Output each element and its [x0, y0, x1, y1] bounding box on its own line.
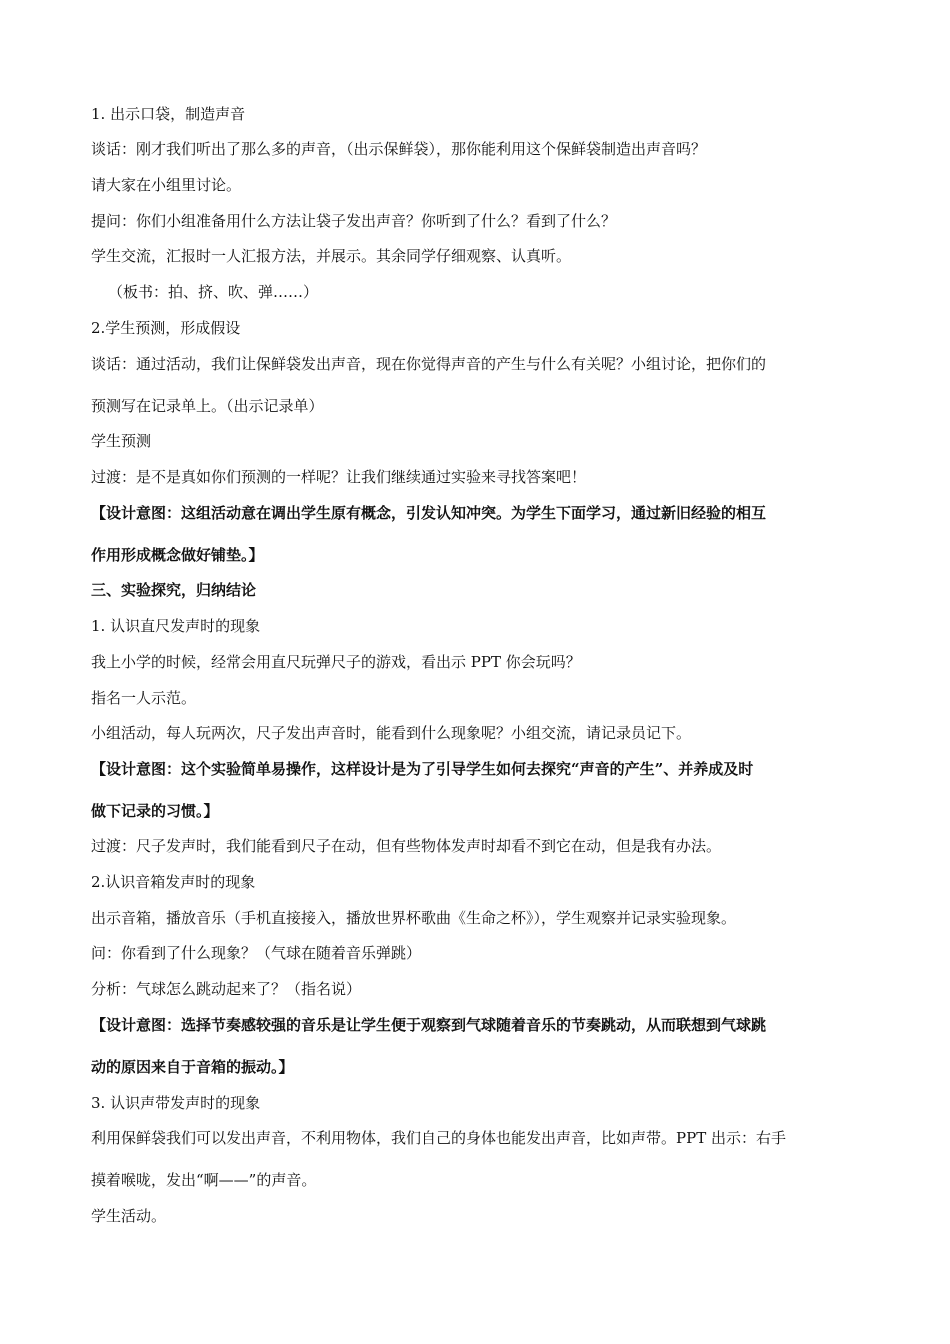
paragraph-group-activity: 小组活动，每人玩两次，尺子发出声音时，能看到什么现象呢？小组交流，请记录员记下。	[91, 724, 692, 742]
heading-ruler-phenomenon: 1. 认识直尺发声时的现象	[91, 617, 261, 635]
heading-show-bag: 1. 出示口袋，制造声音	[91, 105, 246, 123]
paragraph-blackboard-note: （板书：拍、挤、吹、弹……）	[108, 283, 319, 301]
design-intent-3-line-2: 动的原因来自于音箱的振动。】	[91, 1058, 294, 1076]
design-intent-1-line-1: 【设计意图：这组活动意在调出学生原有概念，引发认知冲突。为学生下面学习，通过新旧经验的相互	[91, 504, 767, 522]
section-heading-experiment: 三、实验探究，归纳结论	[91, 581, 257, 599]
heading-predict-hypothesis: 2.学生预测，形成假设	[91, 319, 241, 337]
paragraph-play-music: 出示音箱，播放音乐（手机直接接入，播放世界杯歌曲《生命之杯》），学生观察并记录实验现象。	[91, 909, 737, 927]
paragraph-transition-2: 过渡：尺子发声时，我们能看到尺子在动，但有些物体发声时却看不到它在动，但是我有办法。	[91, 837, 722, 855]
paragraph-vocal-cord-1: 利用保鲜袋我们可以发出声音，不利用物体，我们自己的身体也能发出声音，比如声带。PPT 出示：右手	[91, 1129, 786, 1147]
design-intent-2-line-1: 【设计意图：这个实验简单易操作，这样设计是为了引导学生如何去探究“声音的产生”、并养成及时	[91, 760, 754, 778]
paragraph-talk-prediction-2: 预测写在记录单上。（出示记录单）	[91, 397, 324, 415]
design-intent-1-line-2: 作用形成概念做好铺垫。】	[91, 546, 264, 564]
paragraph-talk-bag: 谈话：刚才我们听出了那么多的声音，（出示保鲜袋），那你能利用这个保鲜袋制造出声音吗？	[91, 140, 707, 158]
paragraph-demo: 指名一人示范。	[91, 689, 197, 707]
design-intent-3-line-1: 【设计意图：选择节奏感较强的音乐是让学生便于观察到气球随着音乐的节奏跳动，从而联想到气球跳	[91, 1016, 767, 1034]
paragraph-talk-prediction-1: 谈话：通过活动，我们让保鲜袋发出声音，现在你觉得声音的产生与什么有关呢？小组讨论，把你们的	[91, 355, 767, 373]
paragraph-student-activity: 学生活动。	[91, 1207, 167, 1225]
design-intent-2-line-2: 做下记录的习惯。】	[91, 802, 219, 820]
heading-vocal-cord-phenomenon: 3. 认识声带发声时的现象	[91, 1094, 261, 1112]
paragraph-question-method: 提问：你们小组准备用什么方法让袋子发出声音？你听到了什么？看到了什么？	[91, 212, 617, 230]
paragraph-transition-1: 过渡：是不是真如你们预测的一样呢？让我们继续通过实验来寻找答案吧！	[91, 468, 587, 486]
paragraph-analysis: 分析：气球怎么跳动起来了？（指名说）	[91, 980, 362, 998]
heading-speaker-phenomenon: 2.认识音箱发声时的现象	[91, 873, 256, 891]
paragraph-question-phenomenon: 问：你看到了什么现象？（气球在随着音乐弹跳）	[91, 944, 422, 962]
paragraph-vocal-cord-2: 摸着喉咙，发出“啊——”的声音。	[91, 1171, 317, 1189]
paragraph-student-predict: 学生预测	[91, 432, 152, 450]
paragraph-group-discuss: 请大家在小组里讨论。	[91, 176, 242, 194]
paragraph-student-report: 学生交流，汇报时一人汇报方法，并展示。其余同学仔细观察、认真听。	[91, 247, 572, 265]
paragraph-ruler-game: 我上小学的时候，经常会用直尺玩弹尺子的游戏，看出示 PPT 你会玩吗？	[91, 653, 581, 671]
